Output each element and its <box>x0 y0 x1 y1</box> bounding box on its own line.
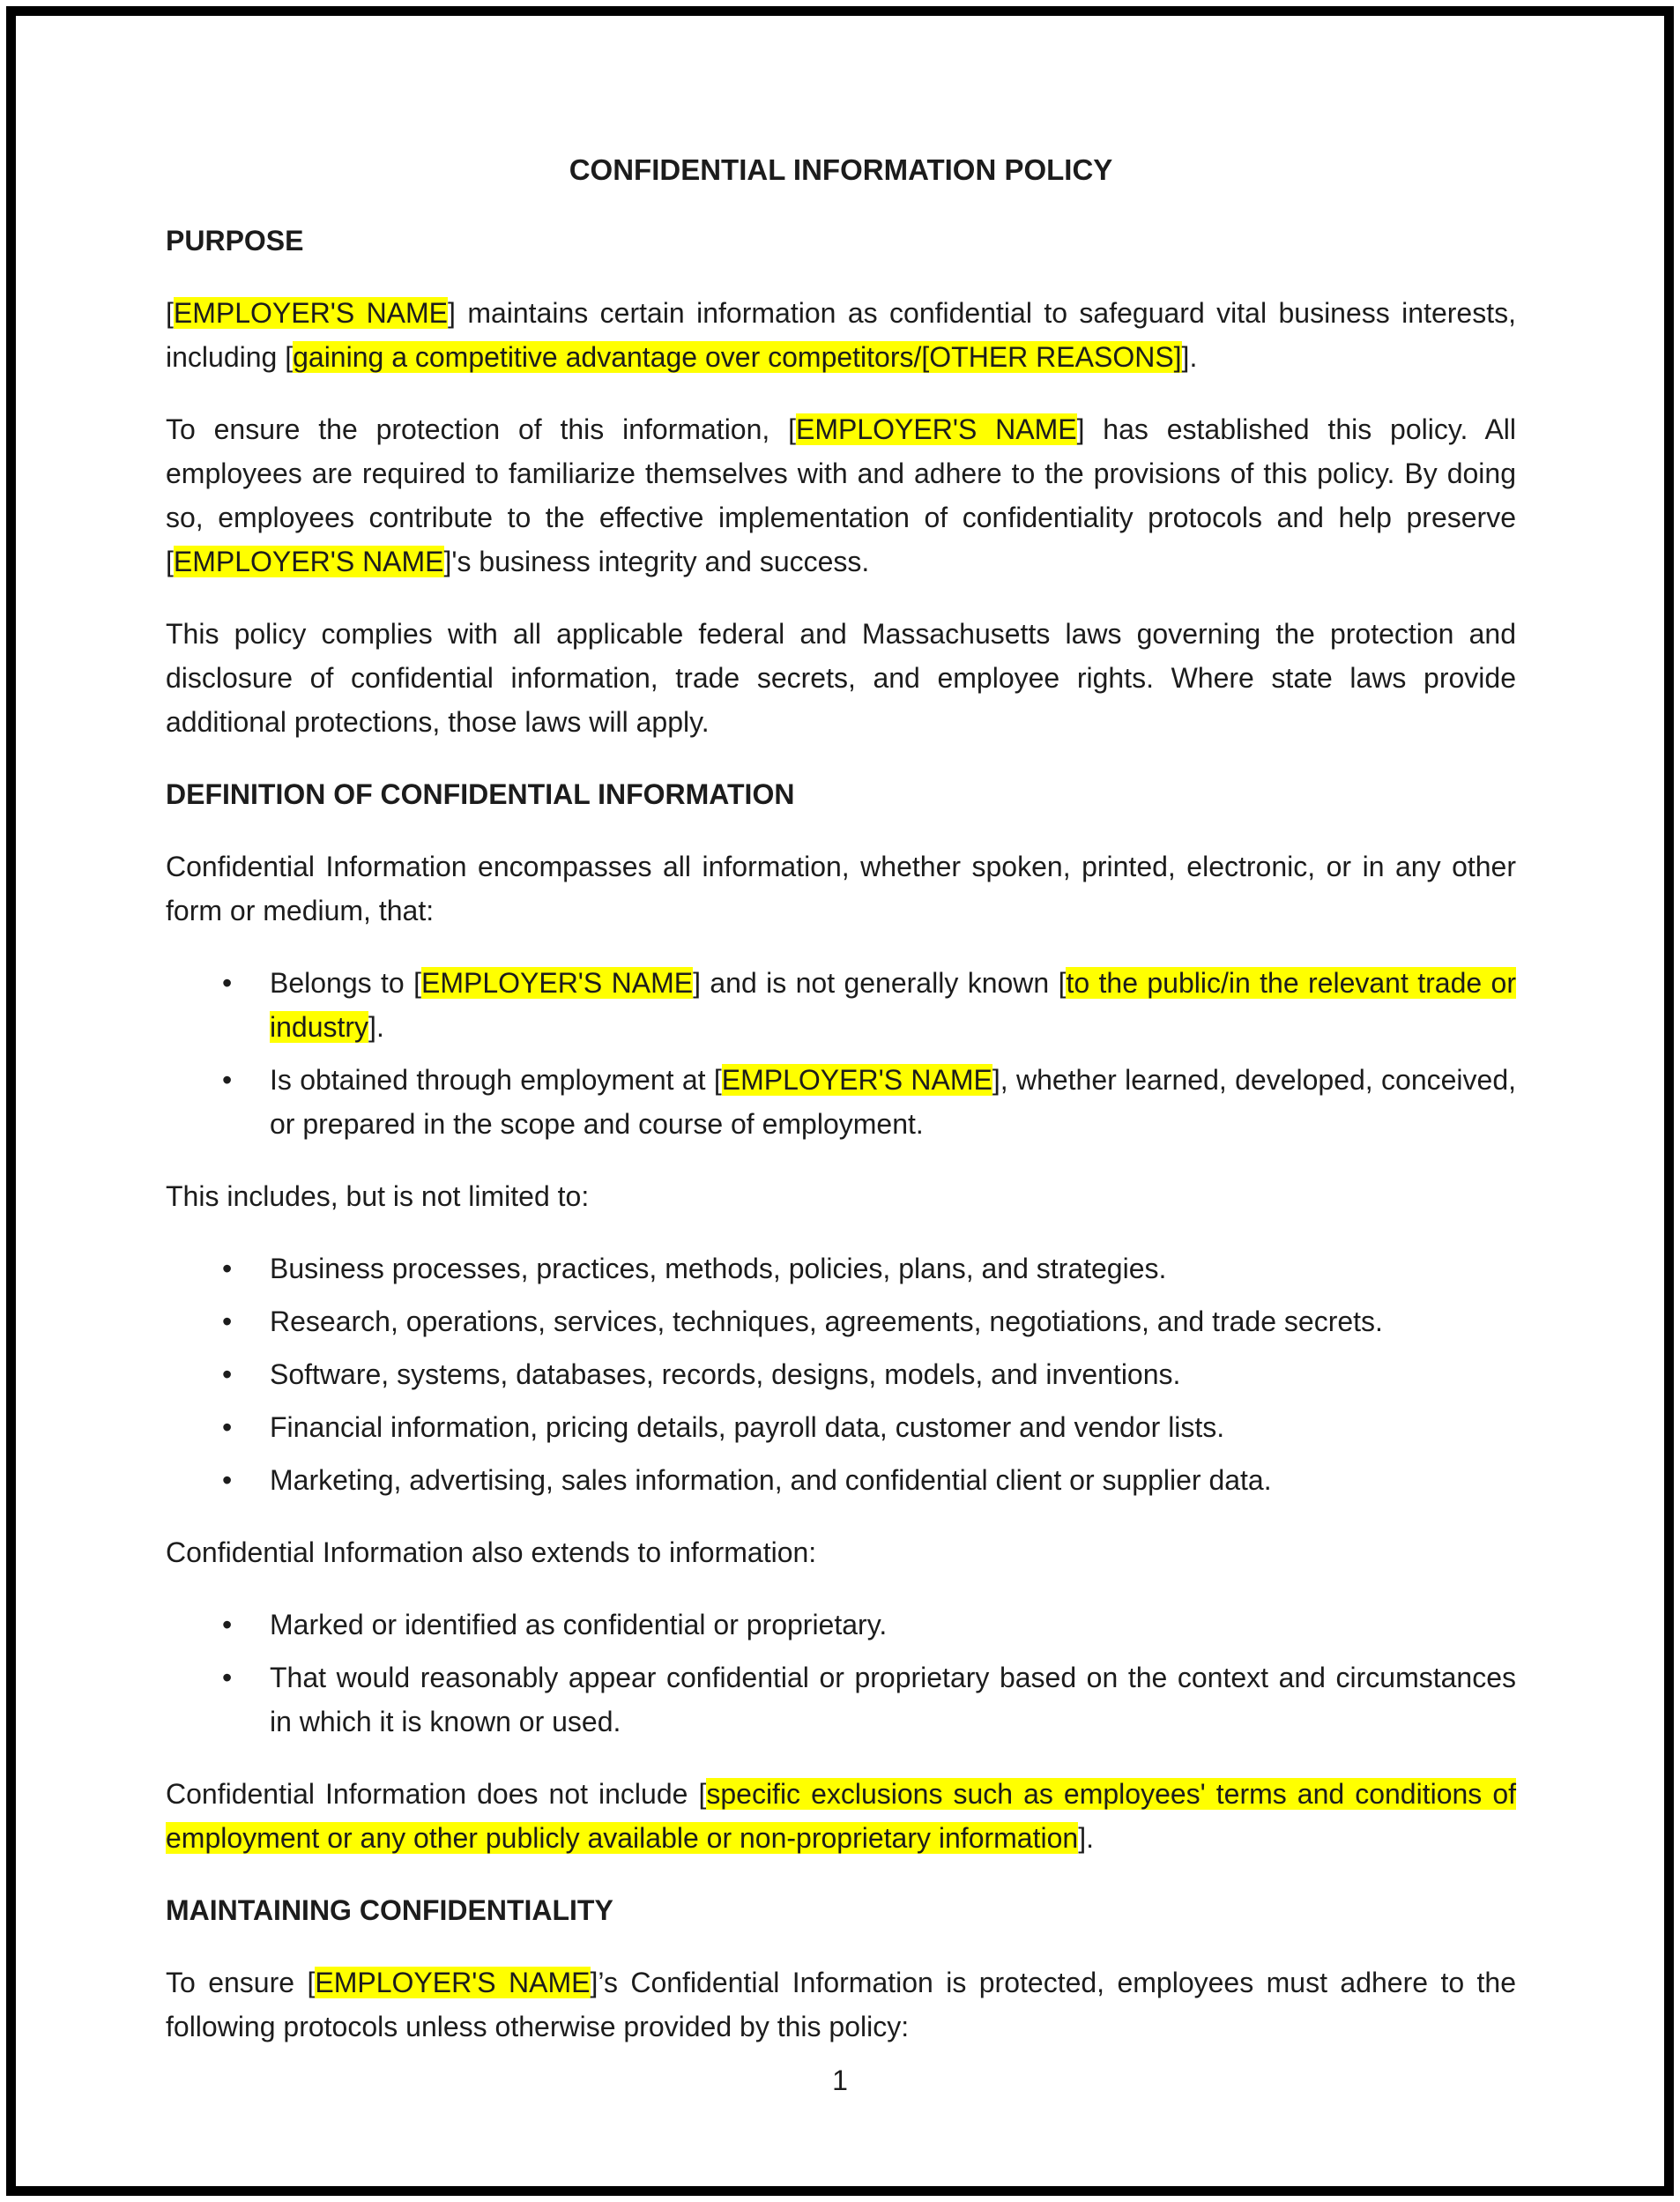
bullet-list <box>166 1246 1516 1502</box>
bullet-item <box>166 1299 1516 1343</box>
text-run: [ <box>166 297 174 329</box>
paragraph <box>166 1772 1516 1860</box>
page-number: 1 <box>832 2064 848 2096</box>
bullet-item <box>166 1058 1516 1146</box>
highlighted-text: EMPLOYER'S NAME <box>173 546 444 577</box>
section-heading: DEFINITION OF CONFIDENTIAL INFORMATION <box>166 778 795 810</box>
bullet-list <box>166 961 1516 1146</box>
highlighted-text: EMPLOYER'S NAME <box>315 1967 591 1998</box>
text-run: Confidential Information encompasses all information, whether spoken, printed, electronic, or in any other form or medium, that: <box>166 851 1516 926</box>
text-run: ] and is not generally known [ <box>693 967 1067 999</box>
highlighted-text: specific exclusions such as employees' terms and conditions of employment or any other publicly available or non-proprietary information <box>166 1778 1517 1854</box>
highlighted-text: EMPLOYER'S NAME <box>173 297 449 329</box>
text-run: ] maintains certain information as confidential to safeguard vital business interests, including [ <box>166 297 1517 373</box>
highlighted-text: EMPLOYER'S NAME <box>721 1064 992 1096</box>
text-run: ]. <box>368 1011 384 1043</box>
highlighted-text: gaining a competitive advantage over competitors/[OTHER REASONS] <box>293 341 1182 373</box>
section-heading: MAINTAINING CONFIDENTIALITY <box>166 1894 613 1926</box>
document-body <box>166 219 1516 2049</box>
highlighted-text: EMPLOYER'S NAME <box>420 967 694 999</box>
text-run: This includes, but is not limited to: <box>166 1180 590 1212</box>
text-run: Marketing, advertising, sales information, and confidential client or supplier data. <box>270 1464 1272 1496</box>
bullet-item <box>166 1655 1516 1744</box>
bullet-item <box>166 1458 1516 1502</box>
text-run: To ensure [ <box>166 1967 316 1998</box>
page-border <box>6 6 1674 2196</box>
text-run: Financial information, pricing details, payroll data, customer and vendor lists. <box>270 1411 1225 1443</box>
paragraph <box>166 407 1516 584</box>
text-run: ]. <box>1181 341 1198 373</box>
text-run: Research, operations, services, techniques, agreements, negotiations, and trade secrets. <box>270 1306 1383 1337</box>
paragraph <box>166 612 1516 744</box>
highlighted-text: EMPLOYER'S NAME <box>796 413 1077 445</box>
text-run: Marked or identified as confidential or proprietary. <box>270 1609 888 1640</box>
text-run: Software, systems, databases, records, designs, models, and inventions. <box>270 1358 1181 1390</box>
paragraph <box>166 291 1516 379</box>
bullet-item <box>166 1246 1516 1291</box>
text-run: ], whether learned, developed, conceived, or prepared in the scope and course of employment. <box>270 1064 1517 1140</box>
text-run: ]. <box>1078 1822 1094 1854</box>
bullet-item <box>166 1603 1516 1647</box>
text-run: That would reasonably appear confidential or proprietary based on the context and circumstances in which it is known or used. <box>270 1662 1516 1737</box>
section-heading: PURPOSE <box>166 225 304 257</box>
text-run: ] has established this policy. All employees are required to familiarize themselves with and adhere to the provisions of this policy. By doing so, employees contribute to the effective implementation of confidentiality protocols and help preserve [ <box>166 413 1517 577</box>
document-title: CONFIDENTIAL INFORMATION POLICY <box>569 153 1113 186</box>
bullet-list <box>166 1603 1516 1744</box>
text-run: Confidential Information also extends to information: <box>166 1536 817 1568</box>
paragraph <box>166 1174 1516 1218</box>
paragraph <box>166 1960 1516 2049</box>
text-run: Is obtained through employment at [ <box>270 1064 722 1096</box>
paragraph <box>166 844 1516 933</box>
text-run: Belongs to [ <box>270 967 421 999</box>
text-run: Business processes, practices, methods, policies, plans, and strategies. <box>270 1253 1167 1284</box>
text-run: ]'s business integrity and success. <box>443 546 870 577</box>
document-content <box>16 16 1664 2049</box>
text-run: Confidential Information does not include [ <box>166 1778 707 1810</box>
bullet-item <box>166 1352 1516 1396</box>
highlighted-text: to the public/in the relevant trade or industry <box>270 967 1516 1043</box>
text-run: This policy complies with all applicable federal and Massachusetts laws governing the protection and disclosure of confidential information, trade secrets, and employee rights. Where state laws provide additional protections, those laws will apply. <box>166 618 1516 738</box>
bullet-item <box>166 1405 1516 1449</box>
paragraph <box>166 1530 1516 1574</box>
text-run: To ensure the protection of this information, [ <box>166 413 797 445</box>
text-run: ]’s Confidential Information is protected, employees must adhere to the following protocols unless otherwise provided by this policy: <box>166 1967 1517 2042</box>
bullet-item <box>166 961 1516 1049</box>
